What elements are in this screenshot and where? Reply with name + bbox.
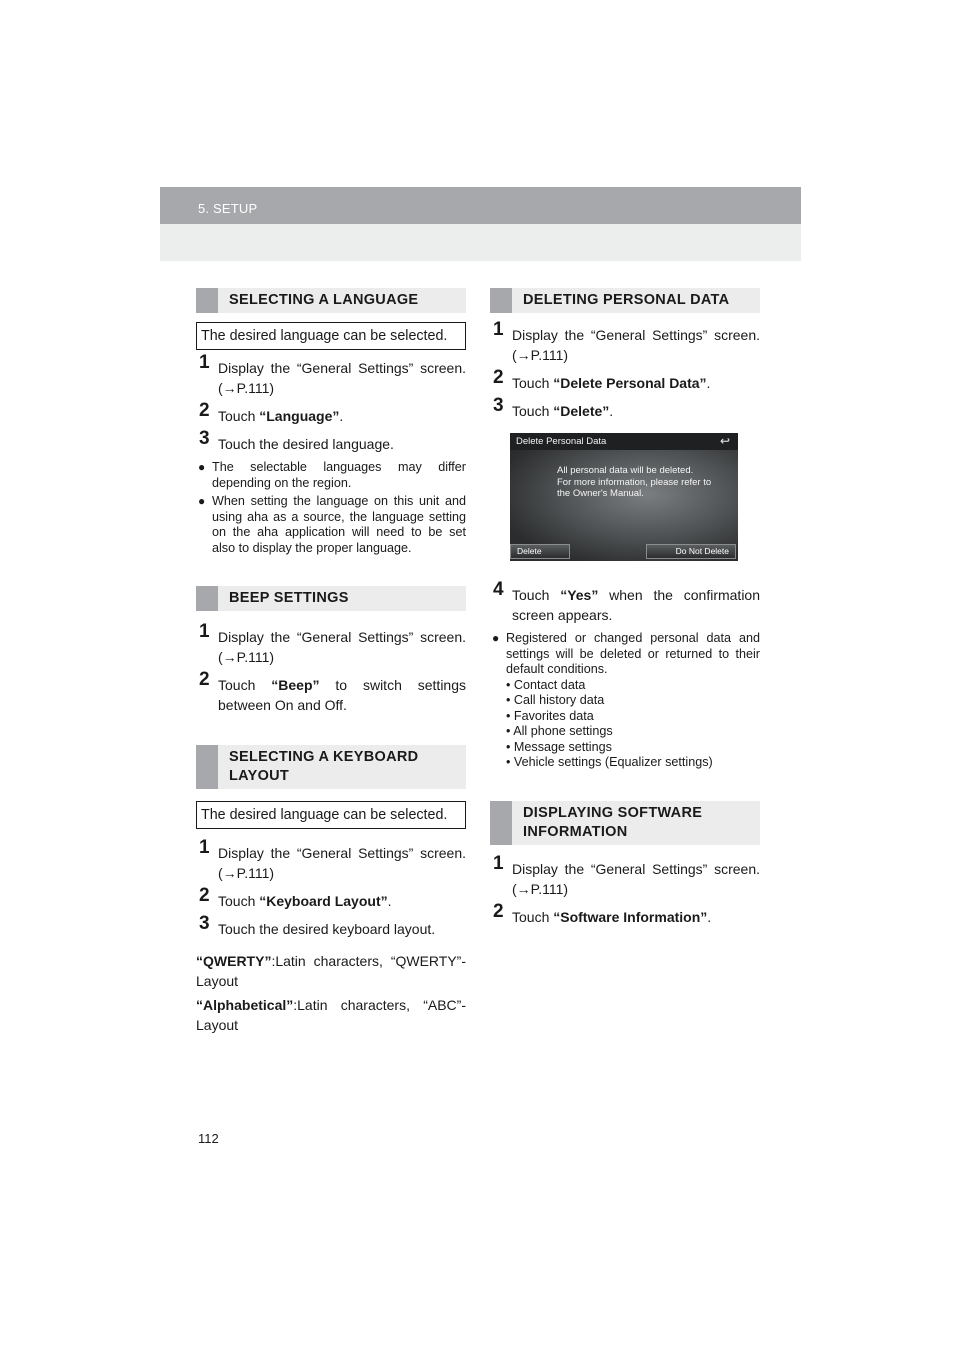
step-text: Display the “General Settings” screen. (→P.111) <box>218 629 466 665</box>
language-note-1 <box>196 460 466 491</box>
back-icon[interactable]: ↩ <box>719 434 730 448</box>
step-text: Touch <box>218 893 260 909</box>
section-title-software: DISPLAYING SOFTWARE INFORMATION <box>490 801 760 845</box>
delete-button[interactable]: Delete <box>510 544 570 559</box>
language-step-3 <box>196 428 466 454</box>
option-name: “QWERTY” <box>196 953 272 969</box>
do-not-delete-button[interactable]: Do Not Delete <box>646 544 736 559</box>
step-button-name: “Delete” <box>553 403 610 419</box>
message-line: the Owner's Manual. <box>557 488 644 499</box>
step-button-name: “Software Information” <box>553 908 708 925</box>
keyboard-option-qwerty <box>196 951 466 991</box>
note-text: Registered or changed personal data and settings will be deleted or returned to their default conditions. <box>506 631 760 676</box>
step-number: 2 <box>199 885 210 906</box>
option-name: “Alphabetical” <box>196 997 294 1013</box>
screen-title: Delete Personal Data <box>516 436 607 447</box>
step-button-name: “Beep” <box>271 677 320 693</box>
bullet-icon: ● <box>198 460 206 474</box>
step-text: Touch <box>218 677 272 693</box>
message-line: For more information, please refer to <box>557 476 712 488</box>
header-strip <box>160 224 801 261</box>
step-number: 4 <box>493 579 504 600</box>
step-text: Touch <box>218 408 260 424</box>
delete-screen-illustration <box>510 433 738 561</box>
screen-message <box>557 465 711 500</box>
language-note-2 <box>196 494 466 556</box>
list-item: • Vehicle settings (Equalizer settings) <box>506 755 713 769</box>
language-step-2 <box>196 400 466 426</box>
note-text: The selectable languages may differ depending on the region. <box>212 460 466 490</box>
list-item: • Call history data <box>506 693 605 707</box>
list-item: • Favorites data <box>506 708 594 723</box>
language-intro: The desired language can be selected. <box>196 322 466 350</box>
step-button-name: “Language” <box>259 408 340 424</box>
step-text: when the confirmation screen appears. <box>512 587 760 623</box>
left-column <box>196 288 466 1035</box>
bullet-icon: ● <box>492 631 500 645</box>
step-number: 3 <box>199 913 210 934</box>
note-text: When setting the language on this unit and using aha as a source, the language setting on the aha application will need to be set also to display the proper language. <box>212 494 466 555</box>
step-text: to switch settings between On and Off. <box>218 677 467 713</box>
step-number: 2 <box>493 367 504 388</box>
step-text: Display the “General Settings” screen. (→P.111) <box>218 360 466 396</box>
step-number: 1 <box>493 319 504 340</box>
bullet-icon: ● <box>198 494 206 508</box>
step-text: . <box>609 403 614 419</box>
section-title-beep: BEEP SETTINGS <box>196 586 466 611</box>
chapter-label: 5. SETUP <box>198 201 258 216</box>
keyboard-step-1 <box>196 837 466 883</box>
section-title-keyboard: SELECTING A KEYBOARD LAYOUT <box>196 745 466 789</box>
step-button-name: “Delete Personal Data” <box>553 375 707 391</box>
list-item: • Message settings <box>506 739 612 754</box>
list-item: • Contact data <box>506 677 586 692</box>
step-button-name: “Yes” <box>560 587 599 603</box>
beep-step-1 <box>196 621 466 667</box>
step-number: 2 <box>493 900 504 922</box>
delete-step-3 <box>490 395 760 421</box>
step-text: Display the “General Settings” screen. (→P.111) <box>218 845 466 881</box>
step-text: Display the “General Settings” screen. (→P.111) <box>512 327 760 363</box>
step-text: Touch the desired keyboard layout. <box>218 921 436 937</box>
step-text: . <box>387 893 392 909</box>
keyboard-step-2 <box>196 885 466 911</box>
keyboard-option-alphabetical <box>196 995 466 1035</box>
option-text: :Latin characters, “ABC”-Layout <box>196 997 466 1033</box>
step-number: 1 <box>199 352 210 373</box>
section-title-language: SELECTING A LANGUAGE <box>196 288 466 313</box>
right-column <box>490 288 760 927</box>
delete-step-1 <box>490 319 760 365</box>
step-number: 2 <box>199 400 210 421</box>
option-text: :Latin characters, “QWERTY”-Layout <box>196 953 466 989</box>
list-item: • All phone settings <box>506 724 613 738</box>
step-text: Touch <box>512 375 554 391</box>
step-text: Touch the desired language. <box>218 436 394 452</box>
software-step-1 <box>490 852 760 899</box>
step-text: . <box>707 908 712 925</box>
step-number: 1 <box>199 621 210 642</box>
step-button-name: “Keyboard Layout” <box>259 893 388 909</box>
step-text: Display the “General Settings” screen. (→P.111) <box>512 860 760 897</box>
step-text: Touch <box>512 403 554 419</box>
step-number: 1 <box>493 852 504 874</box>
delete-note <box>490 631 760 678</box>
step-number: 3 <box>199 428 210 449</box>
software-step-2 <box>490 900 760 927</box>
step-text: Touch <box>512 587 561 603</box>
step-text: Touch <box>512 908 554 925</box>
step-text: . <box>339 408 344 424</box>
page-number: 112 <box>198 1131 219 1146</box>
step-number: 2 <box>199 669 210 690</box>
step-number: 3 <box>493 395 504 416</box>
beep-step-2 <box>196 669 467 715</box>
language-step-1 <box>196 352 466 398</box>
message-line: All personal data will be deleted. <box>557 465 694 476</box>
delete-step-2 <box>490 367 760 393</box>
keyboard-step-3 <box>196 913 466 939</box>
section-title-delete: DELETING PERSONAL DATA <box>490 288 760 313</box>
step-text: . <box>706 375 711 391</box>
step-number: 1 <box>199 837 210 858</box>
keyboard-intro: The desired language can be selected. <box>196 801 466 829</box>
delete-step-4 <box>490 579 760 625</box>
